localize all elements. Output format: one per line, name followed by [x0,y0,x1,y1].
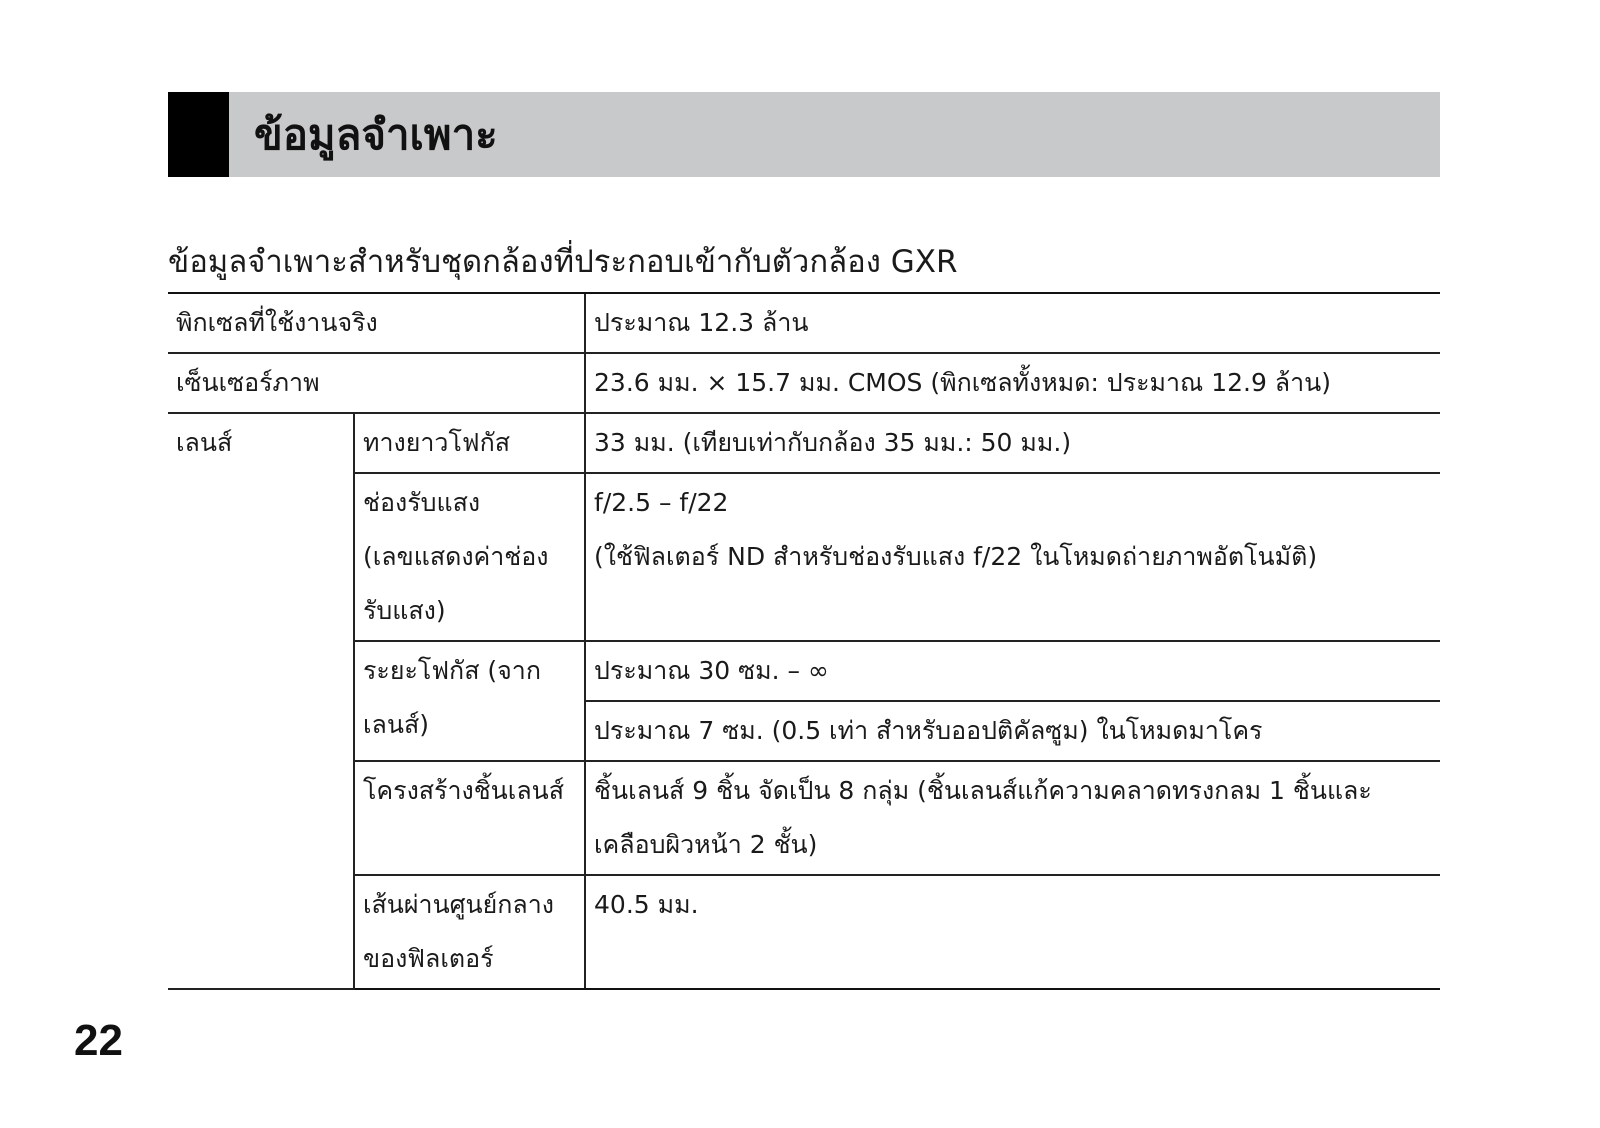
row-value: 33 มม. (เทียบเท่ากับกล้อง 35 มม.: 50 มม.) [585,413,1440,473]
label-line: ของฟิลเตอร์ [363,944,494,973]
row-value: 23.6 มม. × 15.7 มม. CMOS (พิกเซลทั้งหมด: ประมาณ 12.9 ล้าน) [585,353,1440,413]
table-row [168,293,1440,353]
table-row [168,353,1440,413]
row-label: พิกเซลที่ใช้งานจริง [168,293,585,353]
label-line: ช่องรับแสง [363,488,481,517]
table-row [168,761,1440,875]
row-sublabel: ทางยาวโฟกัส [354,413,585,473]
page-header [168,92,1440,177]
label-line: เลนส์) [363,710,429,739]
spec-table [168,292,1440,990]
label-line: รับแสง) [363,596,446,625]
row-sublabel [354,473,585,641]
label-line: เส้นผ่านศูนย์กลาง [363,890,554,919]
row-value: ประมาณ 12.3 ล้าน [585,293,1440,353]
row-label: เซ็นเซอร์ภาพ [168,353,585,413]
label-line: (เลขแสดงค่าช่อง [363,542,549,571]
row-sublabel [354,875,585,989]
value-line: ชิ้นเลนส์ 9 ชิ้น จัดเป็น 8 กลุ่ม (ชิ้นเลนส์แก้ความคลาดทรงกลม 1 ชิ้นและ [594,776,1372,805]
row-sublabel: โครงสร้างชิ้นเลนส์ [354,761,585,875]
row-value: 40.5 มม. [585,875,1440,989]
header-marker [168,92,229,177]
page-number: 22 [74,1016,123,1065]
value-line: (ใช้ฟิลเตอร์ ND สำหรับช่องรับแสง f/22 ในโหมดถ่ายภาพอัตโนมัติ) [594,542,1318,571]
table-row [168,413,1440,473]
row-value [585,761,1440,875]
table-row [168,641,1440,701]
section-title: ข้อมูลจำเพาะสำหรับชุดกล้องที่ประกอบเข้ากับตัวกล้อง GXR [168,244,958,280]
value-line: เคลือบผิวหน้า 2 ชั้น) [594,830,818,859]
row-sublabel [354,641,585,761]
row-group-label: เลนส์ [168,413,354,989]
table-row [168,875,1440,989]
label-line: ระยะโฟกัส (จาก [363,656,541,685]
value-line: f/2.5 – f/22 [594,488,729,517]
row-value: ประมาณ 30 ซม. – ∞ [585,641,1440,701]
row-value: ประมาณ 7 ซม. (0.5 เท่า สำหรับออปติคัลซูม) ในโหมดมาโคร [585,701,1440,761]
row-value [585,473,1440,641]
table-row [168,473,1440,641]
page-title: ข้อมูลจำเพาะ [254,110,498,159]
